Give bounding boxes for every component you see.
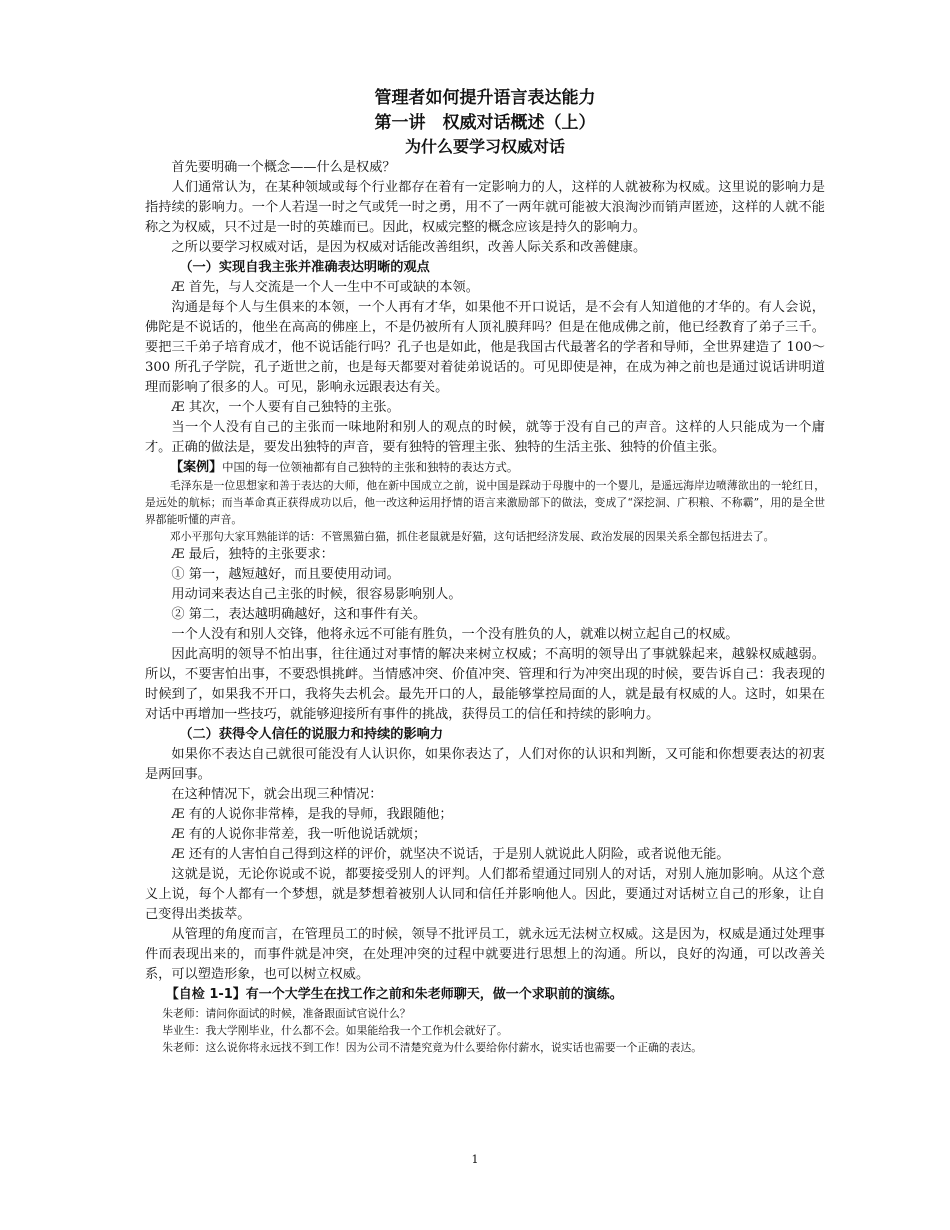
section-subtitle: 为什么要学习权威对话: [404, 137, 565, 156]
section-heading-1: （一）实现自我主张并准确表达明晰的观点: [179, 260, 430, 275]
numbered-paragraph: ① 第一，越短越好，而且要使用动词。: [171, 567, 400, 582]
paragraph: 之所以要学习权威对话，是因为权威对话能改善组织，改善人际关系和改善健康。: [171, 240, 647, 255]
paragraph: 当一个人没有自己的主张而一味地附和别人的观点的时候，就等于没有自己的声音。这样的人只能成为一个庸才。正确的做法是，要发出独特的声音，要有独特的管理主张、独特的生活主张、独特的价值主张。: [145, 420, 825, 455]
self-check-heading: 【自检 1-1】有一个大学生在找工作之前和朱老师聊天，做一个求职前的演练。: [165, 987, 623, 1002]
case-intro: 中国的每一位领袖都有自己独特的主张和独特的表达方式。: [222, 460, 519, 474]
dialog-line: 朱老师：请问你面试的时候，准备跟面试官说什么？: [162, 1007, 411, 1020]
numbered-paragraph: ② 第二，表达越明确越好，这和事件有关。: [171, 607, 427, 622]
paragraph: 从管理的角度而言，在管理员工的时候，领导不批评员工，就永远无法树立权威。这是因为，权威是通过处理事件而表现出来的，而事件就是冲突，在处理冲突的过程中就要进行思想上的沟通。所以，良好的沟通，可以改善关系，可以塑造形象，也可以树立权威。: [145, 927, 825, 982]
dialog-line: 朱老师：这么说你将永远找不到工作！因为公司不清楚究竟为什么要给你付薪水，说实话也需要一个正确的表达。: [162, 1041, 703, 1054]
case-label: 【案例】: [170, 460, 223, 475]
case-paragraph: 毛泽东是一位思想家和善于表达的大师，他在新中国成立之前，说中国是踩动于母腹中的一个婴儿，是遥远海岸边喷薄欲出的一轮红日，是远处的航标；而当革命真正获得成功以后，他一改这种运用抒情的语言来激励部下的做法，变成了“深挖洞、广积粮、不称霸”，用的是全世界都能听懂的声音。: [145, 479, 825, 526]
paragraph: 沟通是每个人与生俱来的本领，一个人再有才华，如果他不开口说话，是不会有人知道他的才华的。有人会说，佛陀是不说话的，他坐在高高的佛座上，不是仍被所有人顶礼膜拜吗？但是在他成佛之前，他已经教育了弟子三千。要把三千弟子培育成才，他不说话能行吗？孔子也是如此，他是我国古代最著名的学者和导师，全世界建造了 100～300 所孔子学院，孔子逝世之前，也是每天都要对着徒弟说话的。可见即使是神，在成为神之前也是通过说话讲明道理而影响了很多的人。可见，影响永远跟表达有关。: [145, 300, 825, 395]
bullet-paragraph: Æ 首先，与人交流是一个人一生中不可或缺的本领。: [171, 280, 479, 295]
bullet-paragraph: Æ 有的人说你非常差，我一听他说话就烦；: [171, 827, 427, 842]
paragraph: 用动词来表达自己主张的时候，很容易影响别人。: [171, 587, 462, 602]
bullet-paragraph: Æ 有的人说你非常棒，是我的导师，我跟随他；: [171, 807, 453, 822]
paragraph: 人们通常认为，在某种领域或每个行业都存在着有一定影响力的人，这样的人就被称为权威。这里说的影响力是指持续的影响力。一个人若逞一时之气或凭一时之勇，用不了一两年就可能被大浪淘沙而销声匿迹，这样的人就不能称之为权威，只不过是一时的英雄而已。因此，权威完整的概念应该是持久的影响力。: [145, 180, 825, 235]
bullet-paragraph: Æ 最后，独特的主张要求：: [171, 547, 334, 562]
paragraph: 首先要明确一个概念——什么是权威？: [171, 160, 396, 175]
paragraph: 一个人没有和别人交锋，他将永远不可能有胜负，一个没有胜负的人，就难以树立起自己的权威。: [171, 627, 739, 642]
page-number: 1: [471, 1153, 479, 1166]
lecture-title: 第一讲 权威对话概述（上）: [374, 113, 596, 133]
bullet-paragraph: Æ 还有的人害怕自己得到这样的评价，就坚决不说话，于是别人就说此人阴险，或者说他无能。: [171, 847, 730, 862]
dialog-line: 毕业生：我大学刚毕业，什么都不会。如果能给我一个工作机会就好了。: [162, 1024, 508, 1037]
paragraph: 因此高明的领导不怕出事，往往通过对事情的解决来树立权威；不高明的领导出了事就躲起来，越躲权威越弱。所以，不要害怕出事，不要恐惧挑衅。当情感冲突、价值冲突、管理和行为冲突出现的时候，要告诉自己：我表现的时候到了，如果我不开口，我将失去机会。最先开口的人，最能够掌控局面的人，就是最有权威的人。这时，如果在对话中再增加一些技巧，就能够迎接所有事件的挑战，获得员工的信任和持续的影响力。: [145, 647, 825, 722]
document-page: [145, 86, 825, 1056]
paragraph: 在这种情况下，就会出现三种情况：: [171, 787, 383, 802]
document-title: 管理者如何提升语言表达能力: [374, 88, 596, 108]
paragraph: 这就是说，无论你说或不说，都要接受别人的评判。人们都希望通过同别人的对话，对别人施加影响。从这个意义上说，每个人都有一个梦想，就是梦想着被别人认同和信任并影响他人。因此，要通过对话树立自己的形象，让自己变得出类拔萃。: [145, 867, 825, 922]
bullet-paragraph: Æ 其次，一个人要有自己独特的主张。: [171, 400, 400, 415]
case-paragraph: 邓小平那句大家耳熟能详的话：不管黑猫白猫，抓住老鼠就是好猫，这句话把经济发展、政治发展的因果关系全都包括进去了。: [169, 530, 775, 543]
case-heading: [145, 458, 825, 477]
section-heading-2: （二）获得令人信任的说服力和持续的影响力: [179, 727, 444, 742]
paragraph: 如果你不表达自己就很可能没有人认识你，如果你表达了，人们对你的认识和判断，又可能和你想要表达的初衷是两回事。: [145, 747, 825, 782]
